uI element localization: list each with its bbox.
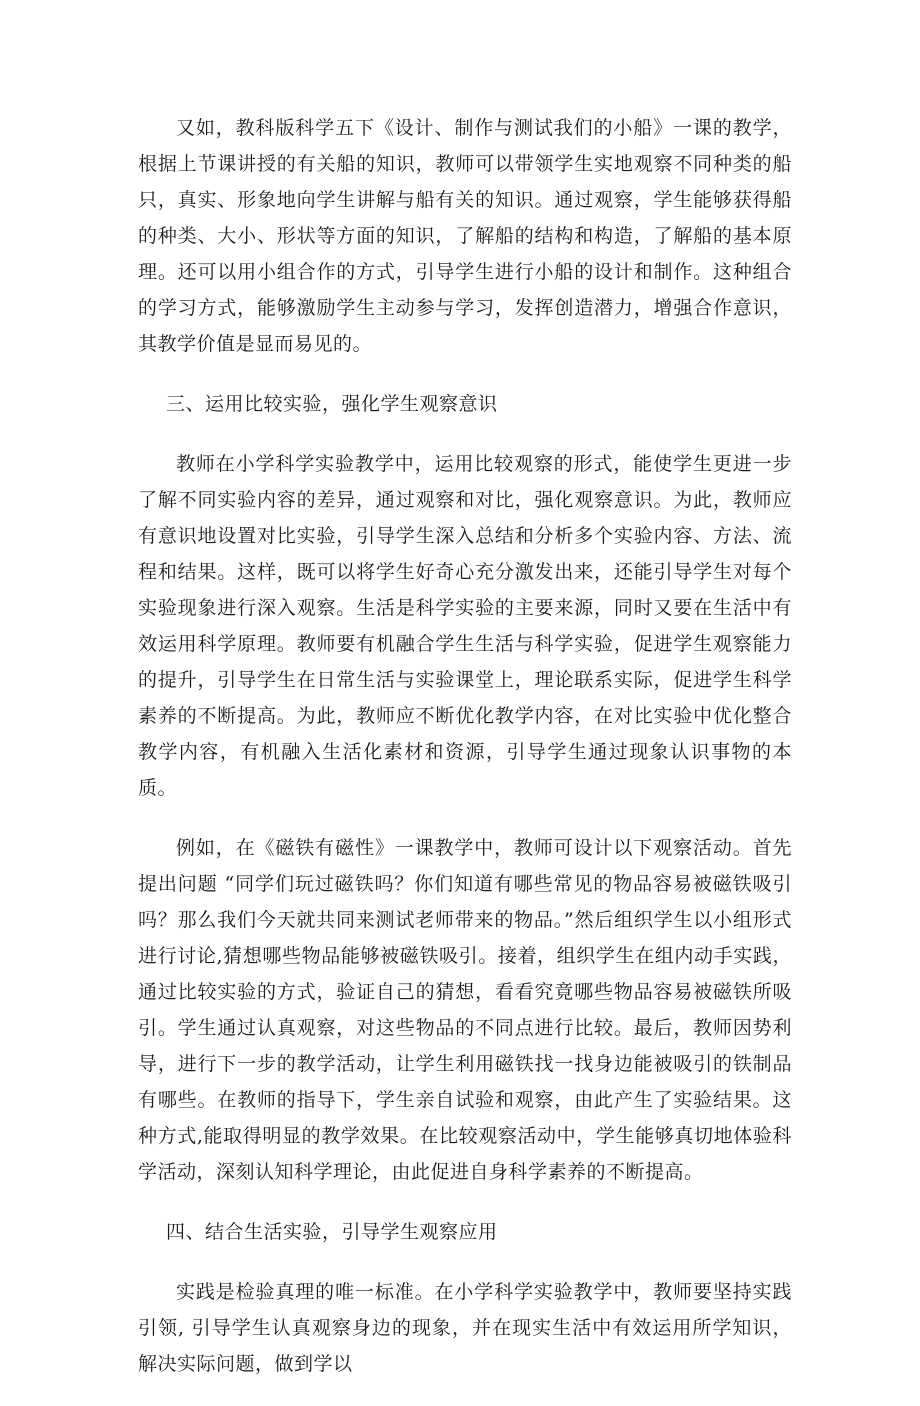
document-body — [138, 110, 792, 1406]
paragraph-magnet-example: 例如，在《磁铁有磁性》一课教学中，教师可设计以下观察活动。首先提出问题 “同学们玩过磁铁吗？你们知道有哪些常见的物品容易被磁铁吸引吗？那么我们今天就共同来测试老师带来的物品。”然后组织学生以小组形式进行讨论,猜想哪些物品能够被磁铁吸引。接着，组织学生在组内动手实践，通过比较实验的方式，验证自己的猜想，看看究竟哪些物品容易被磁铁所吸引。学生通过认真观察，对这些物品的不同点进行比较。最后，教师因势利导，进行下一步的教学活动，让学生利用磁铁找一找身边能被吸引的铁制品有哪些。在教师的指导下，学生亲自试验和观察，由此产生了实验结果。这种方式,能取得明显的教学效果。在比较观察活动中，学生能够真切地体验科学活动，深刻认知科学理论，由此促进自身科学素养的不断提高。 — [138, 837, 792, 1183]
section-heading-4: 四、结合生活实验，引导学生观察应用 — [166, 1221, 498, 1243]
paragraph-practice: 实践是检验真理的唯一标准。在小学科学实验教学中，教师要坚持实践引领, 引导学生认真观察身边的现象，并在现实生活中有效运用所学知识，解决实际问题，做到学以 — [138, 1281, 792, 1375]
paragraph-boat-example: 又如，教科版科学五下《设计、制作与测试我们的小船》一课的教学，根据上节课讲授的有关船的知识，教师可以带领学生实地观察不同种类的船只，真实、形象地向学生讲解与船有关的知识。通过观察，学生能够获得船的种类、大小、形状等方面的知识，了解船的结构和构造，了解船的基本原理。还可以用小组合作的方式，引导学生进行小船的设计和制作。这种组合的学习方式，能够激励学生主动参与学习，发挥创造潜力，增强合作意识，其教学价值是显而易见的。 — [138, 117, 792, 355]
section-heading-3: 三、运用比较实验，强化学生观察意识 — [166, 393, 498, 415]
paragraph-comparison-experiments: 教师在小学科学实验教学中，运用比较观察的形式，能使学生更进一步了解不同实验内容的差异，通过观察和对比，强化观察意识。为此，教师应有意识地设置对比实验，引导学生深入总结和分析多个实验内容、方法、流程和结果。这样，既可以将学生好奇心充分激发出来，还能引导学生对每个实验现象进行深入观察。生活是科学实验的主要来源，同时又要在生活中有效运用科学原理。教师要有机融合学生生活与科学实验，促进学生观察能力的提升，引导学生在日常生活与实验课堂上，理论联系实际，促进学生科学素养的不断提高。为此，教师应不断优化教学内容，在对比实验中优化整合教学内容，有机融入生活化素材和资源，引导学生通过现象认识事物的本质。 — [138, 453, 792, 799]
